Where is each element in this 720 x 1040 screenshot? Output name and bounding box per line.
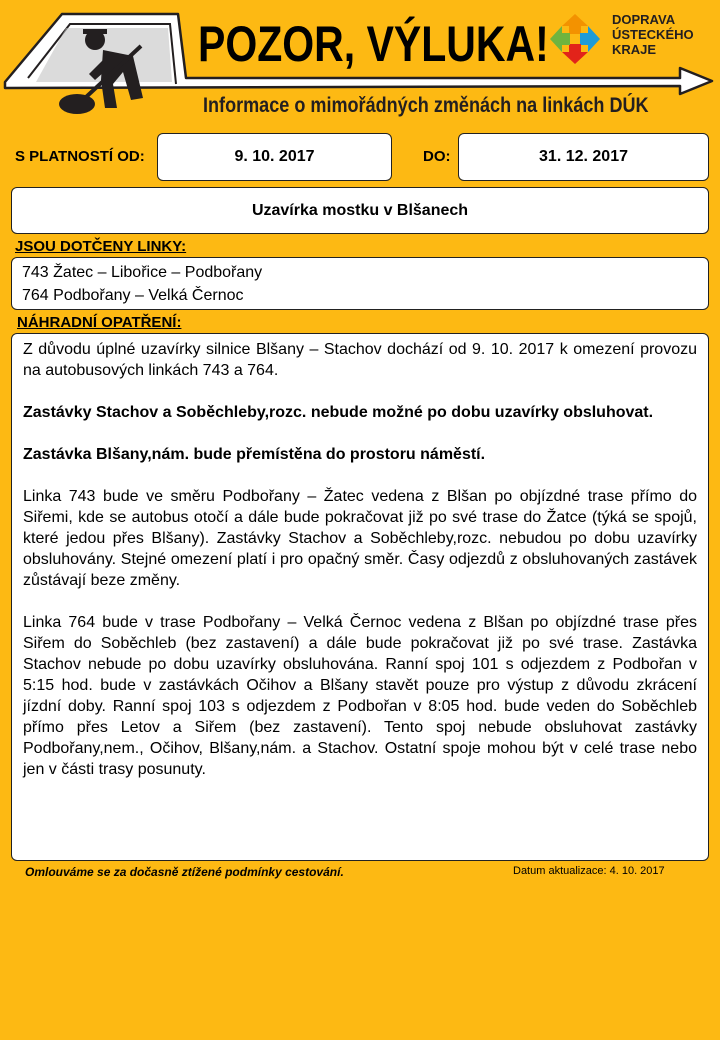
paragraph: Linka 764 bude v trase Podbořany – Velká Černoc vedena z Blšan po objízdné trase přes Siřem do Soběchleb (bez zastavení) a dále bude pokračovat již po své trase. Zastávka Stachov nebude po dobu uzavírky obsluhována. Ranní spoj 101 s odjezdem z Podbořan v 5:15 hod. bude v zastávkách Očihov a Blšany stavět pouze pro výstup z důvodu zkrácení jízdní doby. Ranní spoj 103 s odjezdem z Podbořan v 8:05 hod. bude veden do Soběchleb přímo přes Letov a Siřem (bez zastavení). Tento spoj nebude obsluhovat zastávky Podbořany,nem., Očihov, Blšany,nám. a Stachov. Ostatní spoje mohou být v celé trase nebo jen v části trasy posunuty. bbox=[23, 614, 697, 778]
valid-to-date: 31. 12. 2017 bbox=[458, 133, 709, 181]
road-worker-icon bbox=[55, 12, 175, 122]
brand-name: DOPRAVA ÚSTECKÉHO KRAJE bbox=[612, 12, 694, 57]
paragraph: Z důvodu úplné uzavírky silnice Blšany – Stachov dochází od 9. 10. 2017 k omezení provozu na autobusových linkách 743 a 764. bbox=[23, 341, 697, 379]
affected-lines-label: JSOU DOTČENY LINKY: bbox=[15, 238, 187, 255]
valid-from-label: S PLATNOSTÍ OD: bbox=[15, 148, 145, 165]
list-item: 764 Podbořany – Velká Černoc bbox=[22, 287, 244, 304]
update-date: Datum aktualizace: 4. 10. 2017 bbox=[513, 865, 665, 877]
page-subtitle: Informace o mimořádných změnách na linkách DÚK bbox=[203, 94, 649, 117]
valid-to-label: DO: bbox=[423, 148, 451, 165]
measures-label: NÁHRADNÍ OPATŘENÍ: bbox=[17, 314, 182, 331]
list-item: 743 Žatec – Libořice – Podbořany bbox=[22, 264, 263, 281]
duk-logo-icon bbox=[548, 12, 602, 66]
closure-title: Uzavírka mostku v Blšanech bbox=[11, 187, 709, 234]
affected-lines-list bbox=[11, 257, 709, 310]
paragraph: Zastávka Blšany,nám. bude přemístěna do prostoru náměstí. bbox=[23, 446, 486, 463]
apology-note: Omlouváme se za dočasně ztížené podmínky cestování. bbox=[25, 865, 344, 879]
paragraph: Zastávky Stachov a Soběchleby,rozc. nebude možné po dobu uzavírky obsluhovat. bbox=[23, 404, 654, 421]
paragraph: Linka 743 bude ve směru Podbořany – Žatec vedena z Blšan po objízdné trase přímo do Siřemi, kde se autobus otočí a dále bude pokračovat již po své trase do Žatce (týká se spojů, které jedou přes Blšany). Zastávky Stachov a Soběchleby,rozc. nebudou po dobu uzavírky obsluhovány. Stejné omezení platí i pro opačný směr. Časy odjezdů z obsluhovaných zastávek zůstávají beze změny. bbox=[23, 488, 697, 589]
header-banner bbox=[0, 0, 720, 130]
valid-from-date: 9. 10. 2017 bbox=[157, 133, 392, 181]
measures-text bbox=[11, 333, 709, 861]
page-title: POZOR, VÝLUKA! bbox=[198, 16, 549, 72]
